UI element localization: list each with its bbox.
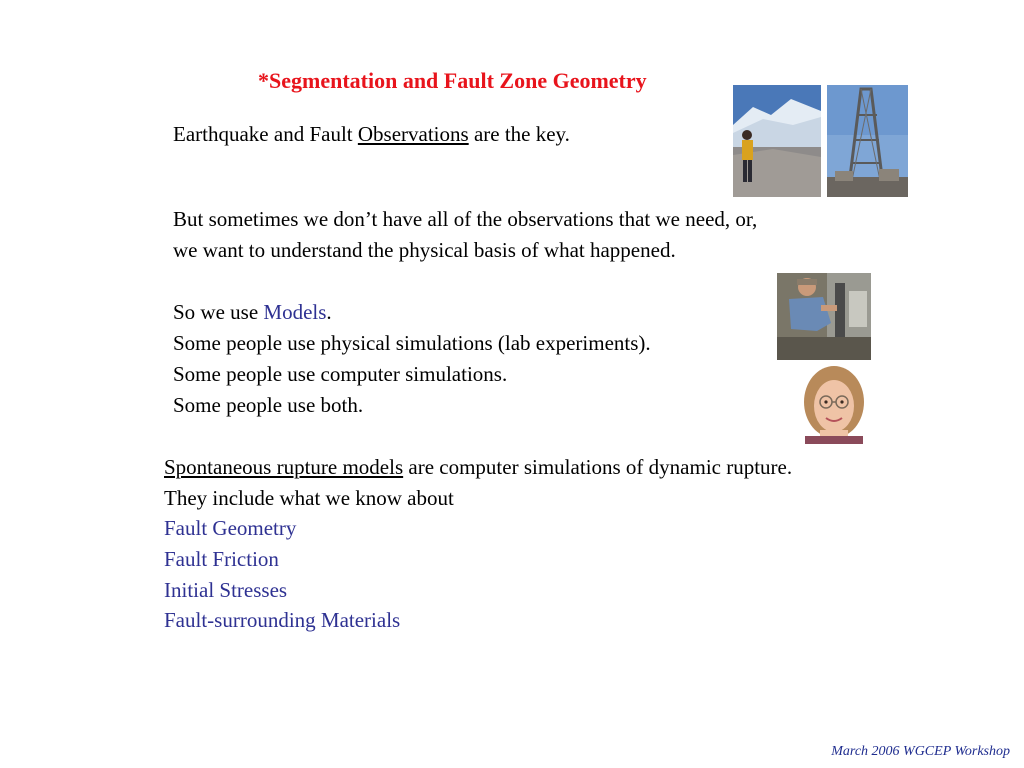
intro-line-1-pre: Earthquake and Fault — [173, 122, 358, 146]
scientist-portrait-photo — [793, 362, 875, 444]
rupture-line-1 — [164, 455, 792, 479]
rupture-item-initial-stresses[interactable]: Initial Stresses — [164, 578, 288, 602]
models-line-4: Some people use both. — [173, 393, 364, 417]
rupture-line-2: They include what we know about — [164, 486, 454, 510]
intro-line-2: But sometimes we don’t have all of the observations that we need, or, — [173, 207, 758, 231]
rupture-item-fault-surrounding-materials[interactable]: Fault-surrounding Materials — [164, 608, 401, 632]
observations-link[interactable]: Observations — [357, 122, 469, 146]
models-line-3: Some people use computer simulations. — [173, 362, 508, 386]
models-link[interactable]: Models — [263, 300, 327, 324]
footer-text: March 2006 WGCEP Workshop — [831, 744, 1010, 759]
spontaneous-rupture-link[interactable]: Spontaneous rupture models — [164, 455, 404, 479]
drilling-rig-photo — [827, 85, 908, 197]
slide-title: *Segmentation and Fault Zone Geometry — [258, 68, 647, 93]
field-geologist-photo — [733, 85, 821, 197]
rupture-item-fault-geometry[interactable]: Fault Geometry — [164, 516, 297, 540]
models-line-1-pre: So we use — [173, 300, 264, 324]
intro-line-3: we want to understand the physical basis of what happened. — [173, 238, 676, 262]
models-line-2: Some people use physical simulations (lab experiments). — [173, 331, 651, 355]
rupture-line-1-post: are computer simulations of dynamic rupture. — [403, 455, 793, 479]
rupture-item-fault-friction[interactable]: Fault Friction — [164, 547, 279, 571]
lab-experiment-photo — [777, 273, 871, 360]
models-line-1 — [173, 300, 332, 324]
intro-line-1 — [173, 122, 570, 146]
intro-line-1-post: are the key. — [468, 122, 570, 146]
models-line-1-post: . — [326, 300, 332, 324]
